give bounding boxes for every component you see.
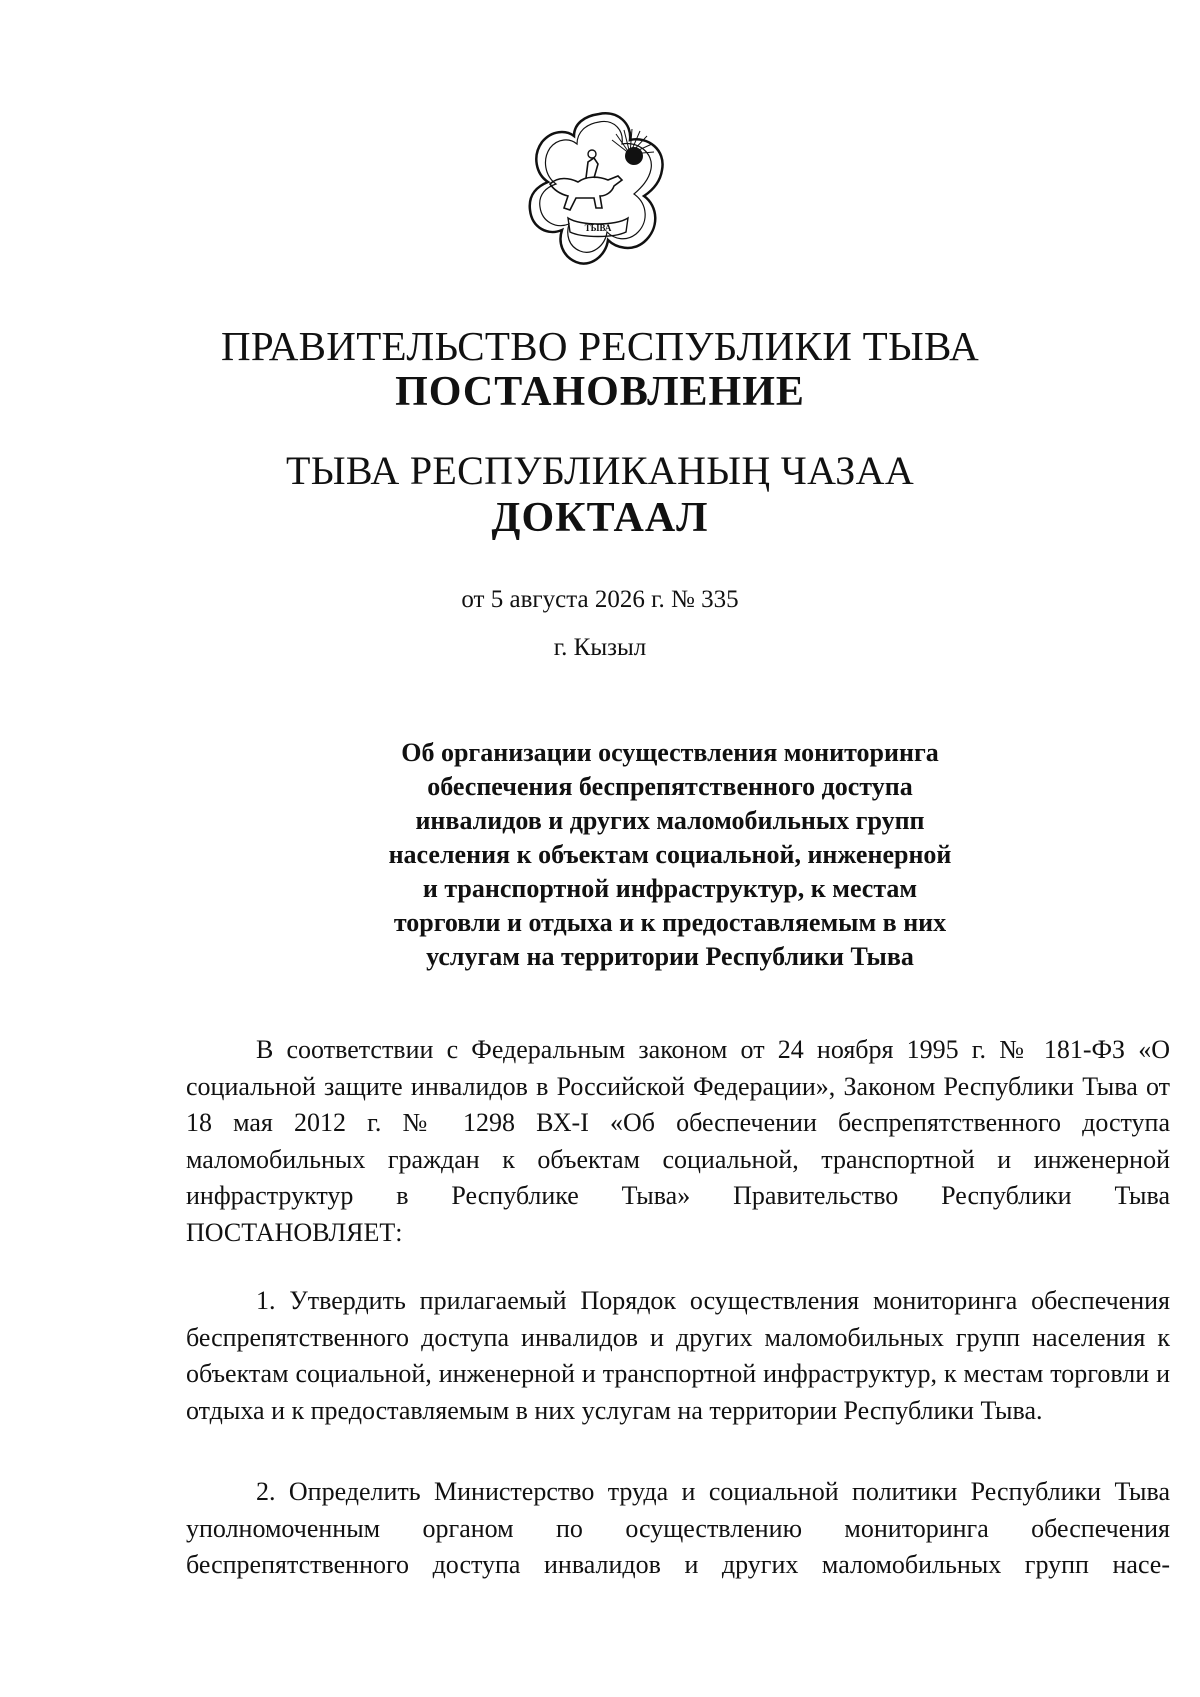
decree-title [320, 736, 1020, 974]
emblem-ribbon-text: ТЫВА [584, 223, 612, 233]
title-line: торговли и отдыха и к предоставляемым в них [393, 908, 947, 937]
decree-type-ru: ПОСТАНОВЛЕНИЕ [395, 369, 805, 415]
title-line: и транспортной инфраструктур, к местам [422, 874, 918, 903]
item-1-paragraph: 1. Утвердить прилагаемый Порядок осуществления мониторинга обеспечения беспрепятственного доступа инвалидов и других маломобильных групп населения к объектам социальной, инженерной и транспортной инфраструктур, к местам торговли и отдыха и к предоставляемым в них услугам на территории Республики Тыва. [186, 1286, 1170, 1425]
decree-city: г. Кызыл [553, 634, 647, 661]
decree-date-number: от 5 августа 2026 г. № 335 [461, 586, 739, 613]
item-2-paragraph: 2. Определить Министерство труда и социальной политики Республики Тыва уполномоченным органом по осуществлению мониторинга обеспечения беспрепятственного доступа инвалидов и других маломобильных групп насе- [186, 1477, 1170, 1580]
government-name-ru: ПРАВИТЕЛЬСТВО РЕСПУБЛИКИ ТЫВА [220, 323, 980, 369]
government-name-tv: ТЫВА РЕСПУБЛИКАНЫҢ ЧАЗАА [285, 448, 915, 493]
preamble-paragraph: В соответствии с Федеральным законом от 24 ноября 1995 г. № 181-ФЗ «О социальной защите инвалидов в Российской Федерации», Законом Республики Тыва от 18 мая 2012 г. № 1298 ВХ-I «Об обеспечении беспрепятственного доступа маломобильных граждан к объектам социальной, транспортной и инженерной инфраструктур в Республике Тыва» Правительство Республики Тыва ПОСТАНОВЛЯЕТ: [186, 1035, 1170, 1247]
title-line: инвалидов и других маломобильных групп [415, 806, 925, 835]
title-line: населения к объектам социальной, инженерной [388, 840, 952, 869]
title-line: Об организации осуществления мониторинга [401, 738, 939, 767]
title-line: услугам на территории Республики Тыва [426, 942, 914, 971]
decree-type-tv: ДОКТААЛ [491, 495, 709, 541]
tuva-coat-of-arms-icon [520, 106, 678, 274]
title-line: обеспечения беспрепятственного доступа [427, 772, 913, 801]
